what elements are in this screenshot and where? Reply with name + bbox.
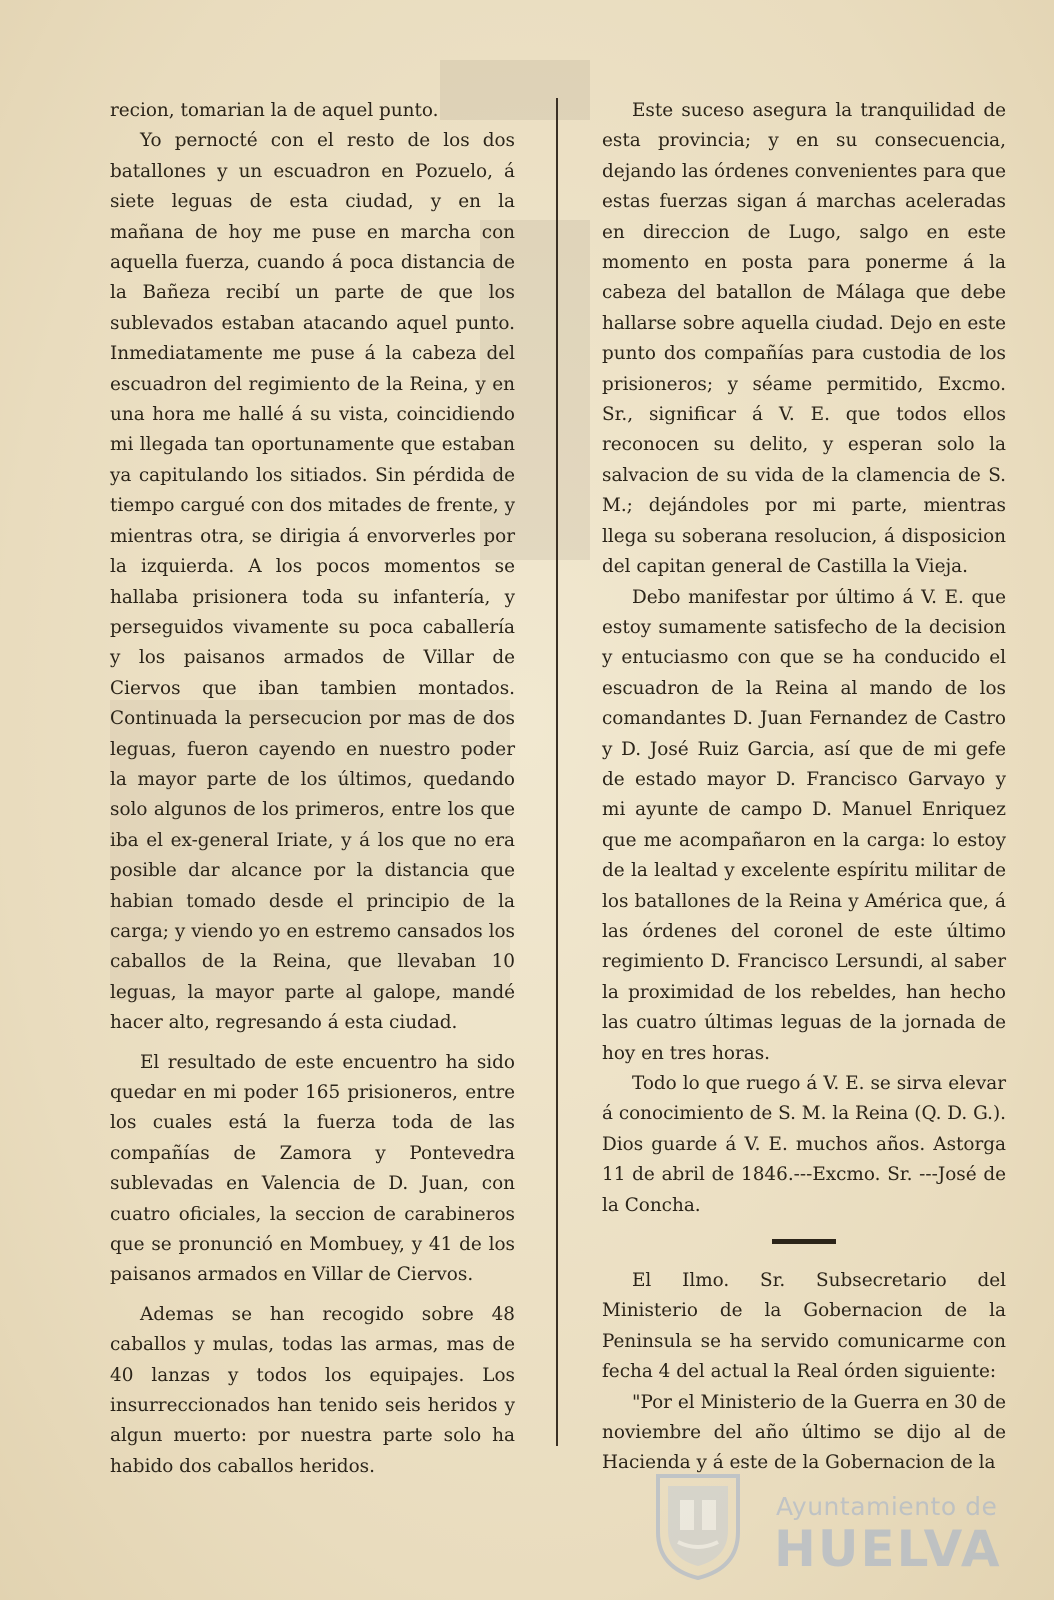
left-column: [110, 96, 515, 1482]
watermark: [650, 1470, 1010, 1590]
right-paragraph-2: Debo manifestar por último á V. E. que estoy sumamente satisfecho de la decision y entuciasmo con que se ha conducido el escuadron de la Reina al mando de los comandantes D. Juan Fernandez de Castro y D. José Ruiz Garcia, así que de mi gefe de estado mayor D. Francisco Garvayo y mi ayunte de campo D. Manuel Enriquez que me acompañaron en la carga: lo estoy de la lealtad y excelente espíritu militar de los batallones de la Reina y América que, á las órdenes del coronel de este último regimiento D. Francisco Lersundi, al saber la proximidad de los rebeldes, han hecho las cuatro últimas leguas de la jornada de hoy en tres horas.: [602, 586, 1006, 1064]
right-column: [602, 96, 1006, 1479]
coat-of-arms-icon: [650, 1470, 746, 1582]
left-paragraph-2: Yo pernocté con el resto de los dos batallones y un escuadron en Pozuelo, á siete leguas de esta ciudad, y en la mañana de hoy me puse en marcha con aquella fuerza, cuando á poca distancia de la Bañeza recibí un parte de que los sublevados estaban atacando aquel punto. Inmediatamente me puse á la cabeza del escuadron del regimiento de la Reina, y en una hora me hallé á su vista, coincidiendo mi llegada tan oportunamente que estaban ya capitulando los sitiados. Sin pérdida de tiempo cargué con dos mitades de frente, y mientras otra, se dirigia á envorverles por la izquierda. A los pocos momentos se hallaba prisionera toda su infantería, y perseguidos vivamente su poca caballería y los paisanos armados de Villar de Ciervos que iban tambien montados. Continuada la persecucion por mas de dos leguas, fueron cayendo en nuestro poder la mayor parte de los últimos, quedando solo algunos de los primeros, entre los que iba el ex-general Iriate, y á los que no era posible dar alcance por la distancia que habian tomado desde el principio de la carga; y viendo yo en estremo cansados los caballos de la Reina, que llevaban 10 leguas, la mayor parte al galope, mandé hacer alto, regresando á esta ciudad.: [110, 130, 515, 1034]
left-paragraph-4: Ademas se han recogido sobre 48 caballos y mulas, todas las armas, mas de 40 lanzas y todos los equipajes. Los insurreccionados han tenido seis heridos y algun muerto: por nuestra parte solo ha habido dos caballos heridos.: [110, 1303, 515, 1477]
right-paragraph-1: Este suceso asegura la tranquilidad de esta provincia; y en su consecuencia, dejando las órdenes convenientes para que estas fuerzas sigan á marchas aceleradas en direccion de Lugo, salgo en este momento en posta para ponerme á la cabeza del batallon de Málaga que debe hallarse sobre aquella ciudad. Dejo en este punto dos compañías para custodia de los prisioneros; y séame permitido, Excmo. Sr., significar á V. E. que todos ellos reconocen su delito, y esperan solo la salvacion de su vida de la clamencia de S. M.; dejándoles por mi parte, mientras llega su soberana resolucion, á disposicion del capitan general de Castilla la Vieja.: [602, 100, 1006, 578]
right-paragraph-3: Todo lo que ruego á V. E. se sirva elevar á conocimiento de S. M. la Reina (Q. D. G.). Dios guarde á V. E. muchos años. Astorga 11 de abril de 1846.---Excmo. Sr. ---José de la Concha.: [602, 1073, 1006, 1216]
left-paragraph-1: recion, tomarian la de aquel punto.: [110, 100, 439, 121]
watermark-line-1: Ayuntamiento de: [776, 1492, 998, 1521]
column-divider: [556, 98, 558, 1446]
left-paragraph-3: El resultado de este encuentro ha sido quedar en mi poder 165 prisioneros, entre los cuales está la fuerza toda de las compañías de Zamora y Pontevedra sublevadas en Valencia de D. Juan, con cuatro oficiales, la seccion de carabineros que se pronunció en Mombuey, y 41 de los paisanos armados en Villar de Ciervos.: [110, 1051, 515, 1286]
section-rule: [772, 1239, 836, 1244]
watermark-line-2: HUELVA: [774, 1520, 1002, 1578]
right-paragraph-4: El Ilmo. Sr. Subsecretario del Ministerio de la Gobernacion de la Peninsula se ha servido comunicarme con fecha 4 del actual la Real órden siguiente:: [602, 1270, 1006, 1383]
right-paragraph-5: "Por el Ministerio de la Guerra en 30 de noviembre del año último se dijo al de Hacienda y á este de la Gobernacion de la: [602, 1391, 1006, 1474]
